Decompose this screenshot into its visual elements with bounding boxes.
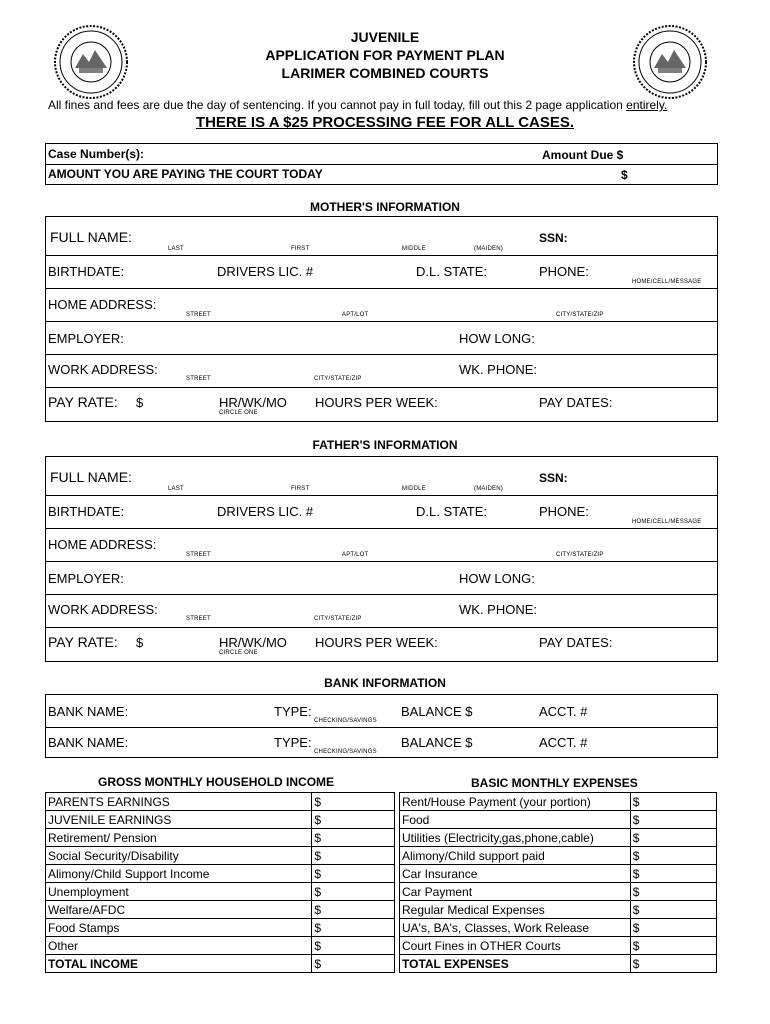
expense-amount-field[interactable]: $ bbox=[630, 793, 716, 811]
expense-row bbox=[400, 829, 717, 847]
income-row bbox=[46, 919, 395, 937]
expense-label: Rent/House Payment (your portion) bbox=[400, 793, 631, 811]
income-label: JUVENILE EARNINGS bbox=[46, 811, 312, 829]
expense-amount-field[interactable]: $ bbox=[630, 919, 716, 937]
income-amount-field[interactable]: $ bbox=[312, 847, 395, 865]
income-table bbox=[45, 792, 395, 973]
income-label: Retirement/ Pension bbox=[46, 829, 312, 847]
father-heading: FATHER'S INFORMATION bbox=[312, 438, 458, 452]
income-amount-field[interactable]: $ bbox=[312, 937, 395, 955]
expense-label: Car Payment bbox=[400, 883, 631, 901]
income-amount-field[interactable]: $ bbox=[312, 829, 395, 847]
expense-row bbox=[400, 955, 717, 973]
income-label: PARENTS EARNINGS bbox=[46, 793, 312, 811]
expense-amount-field[interactable]: $ bbox=[630, 811, 716, 829]
expense-amount-field[interactable]: $ bbox=[630, 865, 716, 883]
ssn-label: SSN: bbox=[539, 231, 568, 245]
form-title-application: APPLICATION FOR PAYMENT PLAN bbox=[265, 47, 505, 63]
income-label: Unemployment bbox=[46, 883, 312, 901]
income-row bbox=[46, 865, 395, 883]
expense-amount-field[interactable]: $ bbox=[630, 937, 716, 955]
expense-row bbox=[400, 811, 717, 829]
expense-amount-field[interactable]: $ bbox=[630, 901, 716, 919]
case-box bbox=[45, 143, 718, 185]
case-number-label: Case Number(s): bbox=[48, 147, 145, 161]
mother-section: FULL NAME: SSN: LAST FIRST MIDDLE (MAIDEN) BIRTHDATE: DRIVERS LIC. # D.L. STATE: PHONE: HOME/CELL/MESSAGE HOME ADDRESS: STREET APT/LOT CITY/STATE/ZIP EMPLOYER: HOW LONG: WORK ADDRESS: WK. PHONE: STREET CITY/STATE/ZIP PAY RATE: $ HR/WK/MO CIRCLE ONE HOURS PER WEEK: PAY DATES: bbox=[45, 216, 718, 422]
income-row bbox=[46, 883, 395, 901]
expenses-heading: BASIC MONTHLY EXPENSES bbox=[471, 776, 638, 790]
bank-section: BANK NAME: TYPE: CHECKING/SAVINGS BALANCE $ ACCT. # BANK NAME: TYPE: CHECKING/SAVINGS BALANCE $ ACCT. # bbox=[45, 694, 718, 758]
income-label: Food Stamps bbox=[46, 919, 312, 937]
income-row bbox=[46, 955, 395, 973]
income-label: TOTAL INCOME bbox=[46, 955, 312, 973]
income-row bbox=[46, 829, 395, 847]
income-amount-field[interactable]: $ bbox=[312, 793, 395, 811]
income-row bbox=[46, 847, 395, 865]
expense-label: Alimony/Child support paid bbox=[400, 847, 631, 865]
expense-label: Utilities (Electricity,gas,phone,cable) bbox=[400, 829, 631, 847]
income-amount-field[interactable]: $ bbox=[312, 955, 395, 973]
form-title-court: LARIMER COMBINED COURTS bbox=[281, 65, 489, 81]
income-row bbox=[46, 901, 395, 919]
paying-today-dollar: $ bbox=[621, 168, 628, 182]
expense-row bbox=[400, 847, 717, 865]
income-amount-field[interactable]: $ bbox=[312, 865, 395, 883]
income-amount-field[interactable]: $ bbox=[312, 811, 395, 829]
expense-label: Court Fines in OTHER Courts bbox=[400, 937, 631, 955]
income-amount-field[interactable]: $ bbox=[312, 919, 395, 937]
expense-row bbox=[400, 793, 717, 811]
expense-label: UA's, BA's, Classes, Work Release bbox=[400, 919, 631, 937]
income-row bbox=[46, 937, 395, 955]
intro-text: All fines and fees are due the day of sentencing. If you cannot pay in full today, fill out this 2 page application entirely. bbox=[48, 98, 668, 112]
bank-heading: BANK INFORMATION bbox=[324, 676, 446, 690]
expense-row bbox=[400, 937, 717, 955]
mother-heading: MOTHER'S INFORMATION bbox=[310, 200, 460, 214]
expense-label: Regular Medical Expenses bbox=[400, 901, 631, 919]
expense-label: TOTAL EXPENSES bbox=[400, 955, 631, 973]
income-label: Other bbox=[46, 937, 312, 955]
fee-notice: THERE IS A $25 PROCESSING FEE FOR ALL CASES. bbox=[195, 114, 575, 131]
income-amount-field[interactable]: $ bbox=[312, 883, 395, 901]
expense-label: Food bbox=[400, 811, 631, 829]
income-heading: GROSS MONTHLY HOUSEHOLD INCOME bbox=[98, 775, 335, 789]
income-amount-field[interactable]: $ bbox=[312, 901, 395, 919]
amount-due-label: Amount Due $ bbox=[542, 148, 624, 162]
income-row bbox=[46, 793, 395, 811]
paying-today-label: AMOUNT YOU ARE PAYING THE COURT TODAY bbox=[48, 167, 323, 181]
father-section: FULL NAME: SSN: LAST FIRST MIDDLE (MAIDEN) BIRTHDATE: DRIVERS LIC. # D.L. STATE: PHONE: HOME/CELL/MESSAGE HOME ADDRESS: STREET APT/LOT CITY/STATE/ZIP EMPLOYER: HOW LONG: WORK ADDRESS: WK. PHONE: STREET CITY/STATE/ZIP PAY RATE: $ HR/WK/MO CIRCLE ONE HOURS PER WEEK: PAY DATES: bbox=[45, 456, 718, 662]
expense-row bbox=[400, 865, 717, 883]
income-row bbox=[46, 811, 395, 829]
expense-amount-field[interactable]: $ bbox=[630, 883, 716, 901]
expense-row bbox=[400, 919, 717, 937]
expenses-table bbox=[399, 792, 717, 973]
income-label: Welfare/AFDC bbox=[46, 901, 312, 919]
expense-row bbox=[400, 883, 717, 901]
income-label: Alimony/Child Support Income bbox=[46, 865, 312, 883]
expense-amount-field[interactable]: $ bbox=[630, 955, 716, 973]
expense-amount-field[interactable]: $ bbox=[630, 829, 716, 847]
full-name-label: FULL NAME: bbox=[50, 229, 132, 245]
expense-label: Car Insurance bbox=[400, 865, 631, 883]
income-label: Social Security/Disability bbox=[46, 847, 312, 865]
expense-amount-field[interactable]: $ bbox=[630, 847, 716, 865]
expense-row bbox=[400, 901, 717, 919]
form-title-juvenile: JUVENILE bbox=[350, 29, 420, 45]
